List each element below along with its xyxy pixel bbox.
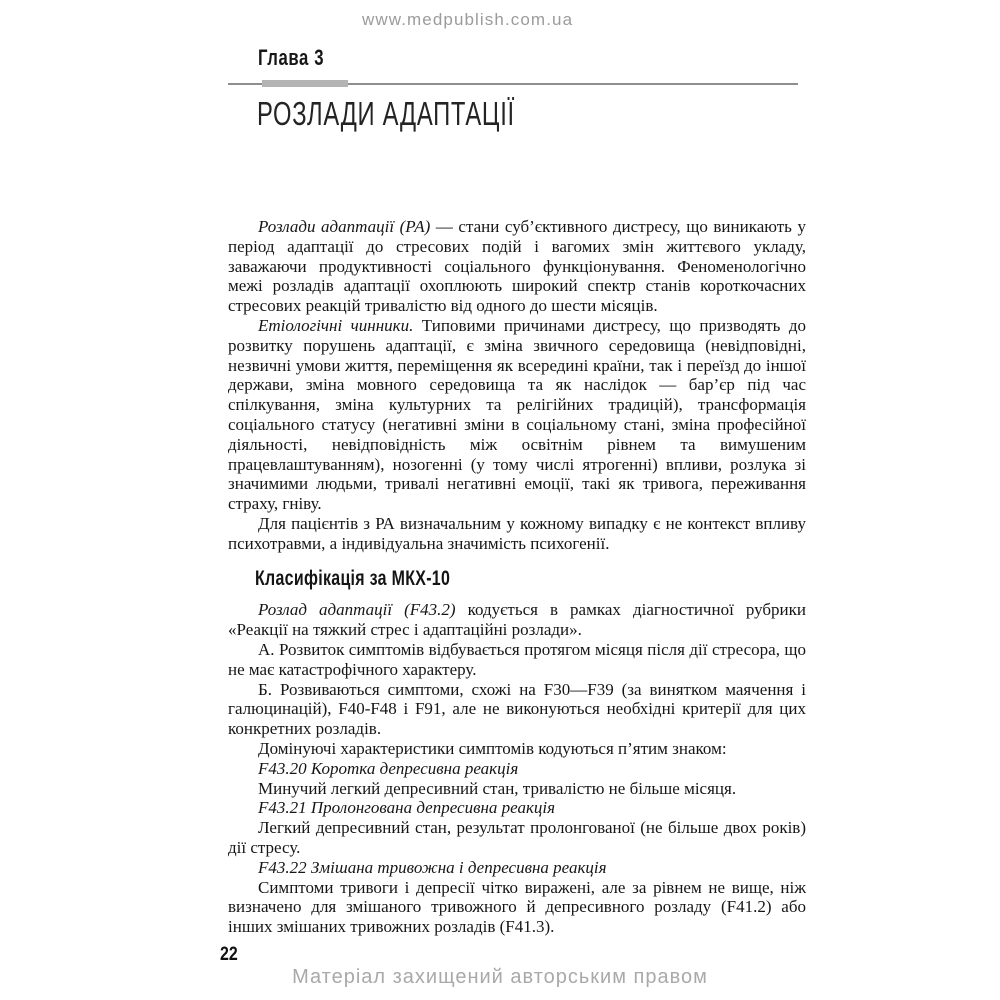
paragraph-text: А. Розвиток симптомів відбувається протягом місяця після дії стресора, що не має катастрофічного характеру. [228, 639, 806, 679]
paragraph-text: — стани суб’єктивного дистресу, що виникають у період адаптації до стресових подій і вагомих змін життєвого укладу, заважаючи продуктивності соціального функціонування. Феноменологічно межі розладів адаптації охоплюють широкий спектр станів короткочасних стресових реакцій тривалістю від одного до шести місяців. [228, 217, 806, 316]
paragraph-text: Типовими причинами дистресу, що призводять до розвитку порушень адаптації, є зміна звичного середовища (невідповідні, незвичні умови життя, переміщення як всередині країни, так і переїзд до іншої держави, зміна мовного середовища та як наслідок — бар’єр під час спілкування, зміна культурних та релігійних традицій), трансформація соціального статусу (негативні зміни в соціальному стані, зміна професійної діяльності, невідповідність між освітнім рівнем та вимушеним працевлаштуванням), нозогенні (у тому числі ятрогенні) впливи, розлука зі значимими людьми, тривалі негативні емоції, такі як тривога, переживання страху, гніву. [228, 315, 807, 514]
paragraph [228, 600, 806, 640]
paragraph-text: Симптоми тривоги і депресії чітко виражені, але за рівнем не вище, ніж визначено для змішаного тривожного й депресивного розладу (F41.2) або інших змішаних тривожних розладів (F41.3). [228, 877, 806, 937]
paragraph-lead-italic: Етіологічні чинники. [258, 315, 414, 335]
chapter-title: РОЗЛАДИ АДАПТАЦІЇ [257, 95, 515, 132]
paragraph-text: Домінуючі характеристики симптомів кодуються п’ятим знаком: [258, 738, 727, 758]
header-rule-thick-segment [262, 80, 348, 87]
publisher-watermark: www.medpublish.com.ua [362, 10, 574, 29]
paragraph-text: Б. Розвиваються симптоми, схожі на F30—F39 (за винятком маячення і галюцинацій), F40-F48 і F91, але не виконуються необхідні критерії для цих конкретних розладів. [228, 679, 806, 739]
page-number: 22 [220, 944, 238, 965]
code-item-heading [228, 759, 806, 779]
body-text-column [228, 217, 806, 937]
section-heading: Класифікація за МКХ-10 [255, 566, 451, 590]
paragraph [228, 818, 806, 858]
code-item-heading [228, 798, 806, 818]
paragraph [228, 779, 806, 799]
chapter-label: Глава 3 [258, 45, 325, 70]
code-item-heading [228, 858, 806, 878]
paragraph-lead-italic: Розлади адаптації (РА) [258, 217, 431, 236]
paragraph-text: F43.21 Пролонгована депресивна реакція [258, 798, 556, 818]
paragraph [228, 680, 806, 739]
paragraph-lead-italic: Розлад адаптації (F43.2) [258, 600, 456, 620]
paragraph-text: Минучий легкий депресивний стан, тривалістю не більше місяця. [258, 778, 737, 798]
paragraph [228, 878, 806, 937]
paragraph [228, 514, 806, 554]
paragraph [228, 739, 806, 759]
paragraph-text: F43.20 Коротка депресивна реакція [258, 758, 519, 778]
copyright-notice: Матеріал захищений авторським правом [292, 966, 708, 988]
paragraph-text: Для пацієнтів з РА визначальним у кожному випадку є не контекст впливу психотравми, а індивідуальна значимість психогенії. [228, 513, 806, 553]
paragraph [228, 217, 806, 316]
paragraph [228, 640, 806, 680]
paragraph-text: кодується в рамках діагностичної рубрики «Реакції на тяжкий стрес і адаптаційні розлади». [228, 600, 806, 640]
paragraph [228, 316, 806, 514]
paragraph-text: F43.22 Змішана тривожна і депресивна реакція [258, 857, 607, 877]
paragraph-text: Легкий депресивний стан, результат пролонгованої (не більше двох років) дії стресу. [228, 818, 806, 857]
